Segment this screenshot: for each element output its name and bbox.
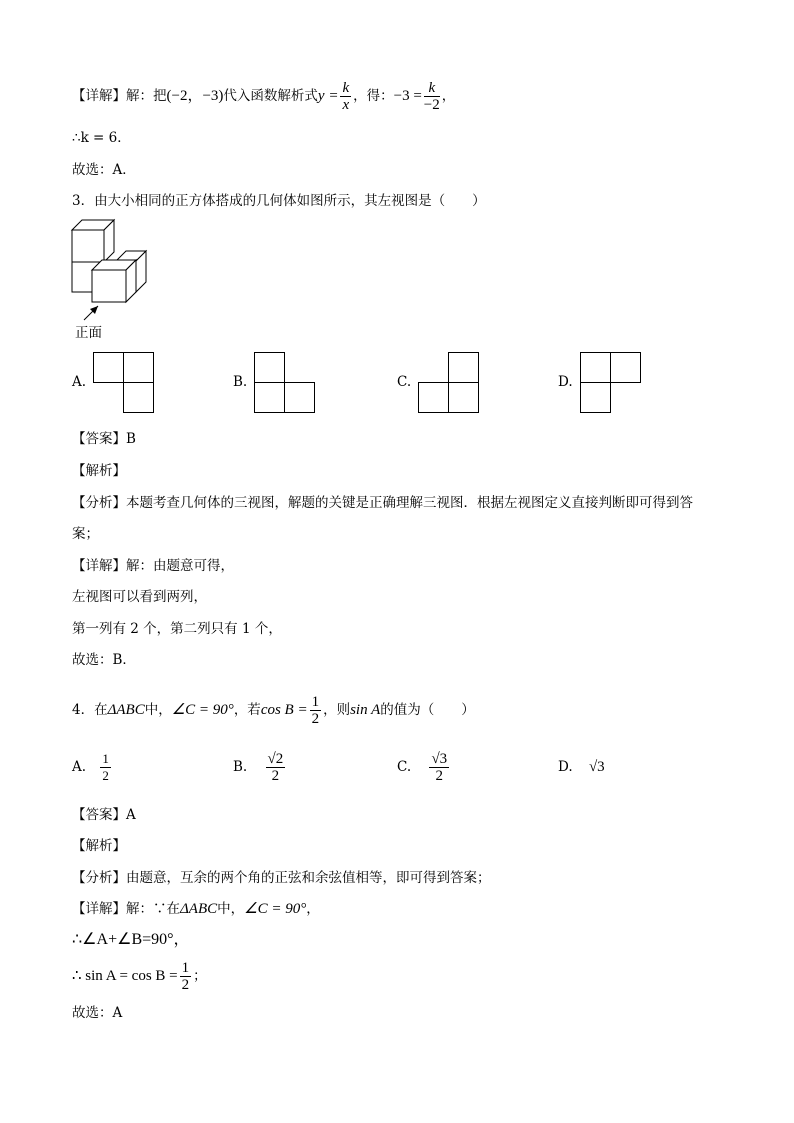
q3-answer: 【答案】B bbox=[72, 431, 136, 447]
q3-analysis-tag: 【解析】 bbox=[72, 463, 126, 479]
q3-option-d-figure bbox=[580, 352, 642, 414]
equation: −3 = bbox=[393, 88, 422, 104]
detail-tag: 【详解】 bbox=[72, 88, 126, 104]
text: 代入函数解析式 bbox=[223, 88, 318, 104]
option-b-value: $\frac{√2}{2}$ bbox=[267, 751, 284, 784]
option-c-value: $\frac{√3}{2}$ bbox=[431, 751, 448, 784]
q4-step2: ∴ sin A = cos B = $\frac{1}{2}$ ； bbox=[72, 960, 207, 993]
q4-option-b: B. $\frac{√2}{2}$ bbox=[233, 751, 284, 784]
q3-fenxi-line1: 【分析】本题考查几何体的三视图，解题的关键是正确理解三视图．根据左视图定义直接判断即可得到答 bbox=[72, 495, 693, 511]
q2-choice: 故选：A． bbox=[72, 162, 136, 178]
q4-step1: ∴∠A+∠B=90°， bbox=[72, 931, 190, 948]
option-a-value: $\frac{1}{2}$ bbox=[102, 751, 109, 783]
q3-fenxi-line2: 案； bbox=[72, 526, 99, 542]
q2-therefore: ∴k = 6． bbox=[72, 130, 131, 146]
text: 解：把 bbox=[126, 88, 167, 104]
front-label: 正面 bbox=[75, 325, 102, 341]
text: ，得： bbox=[353, 88, 394, 104]
q3-detail-line2: 左视图可以看到两列， bbox=[72, 589, 207, 605]
fraction-one-half: $\frac{1}{2}$ bbox=[311, 694, 320, 727]
cube-figure bbox=[66, 218, 156, 318]
q4-analysis-tag: 【解析】 bbox=[72, 838, 126, 854]
q2-detail-line bbox=[72, 80, 455, 113]
q3-option-c-label: C. bbox=[397, 374, 412, 390]
q4-choice: 故选：A bbox=[72, 1005, 123, 1021]
q4-option-c: C. $\frac{√3}{2}$ bbox=[397, 751, 448, 784]
q3-option-b-figure bbox=[254, 352, 316, 414]
option-d-value: √3 bbox=[588, 759, 605, 775]
q4-option-d: D. √3 bbox=[558, 759, 605, 775]
fraction-k-over-neg2: $\frac{k}{-2}$ bbox=[423, 80, 440, 113]
q3-option-c-figure bbox=[418, 352, 480, 414]
q4-answer: 【答案】A bbox=[72, 807, 136, 823]
q3-option-a-figure bbox=[93, 352, 155, 414]
fraction-k-over-x: $\frac{k}{x}$ bbox=[342, 80, 350, 113]
q4-option-a: A. $\frac{1}{2}$ bbox=[72, 751, 109, 783]
q3-detail-line1: 【详解】解：由题意可得， bbox=[72, 558, 234, 574]
fraction-one-half-step2: $\frac{1}{2}$ bbox=[181, 960, 190, 993]
q3-option-a-label: A. bbox=[72, 374, 87, 390]
equation: y = bbox=[317, 88, 339, 104]
q3-option-d-label: D. bbox=[558, 374, 573, 390]
q4-fenxi: 【分析】由题意，互余的两个角的正弦和余弦值相等，即可得到答案； bbox=[72, 870, 491, 886]
point: (−2，−3) bbox=[166, 88, 224, 104]
q3-stem: 3．由大小相同的正方体搭成的几何体如图所示，其左视图是（ ） bbox=[72, 193, 486, 209]
q4-detail: 【详解】解：∵在ΔABC中，∠C = 90°， bbox=[72, 901, 320, 917]
q3-detail-line3: 第一列有 2 个，第二列只有 1 个， bbox=[72, 621, 282, 637]
text: ， bbox=[441, 88, 456, 104]
q3-option-b-label: B. bbox=[233, 374, 248, 390]
q3-choice: 故选：B． bbox=[72, 652, 136, 668]
q4-stem: 4．在ΔABC中，∠C = 90°，若cos B = $\frac{1}{2}$ ，则sin A的值为（ ） bbox=[72, 694, 475, 727]
